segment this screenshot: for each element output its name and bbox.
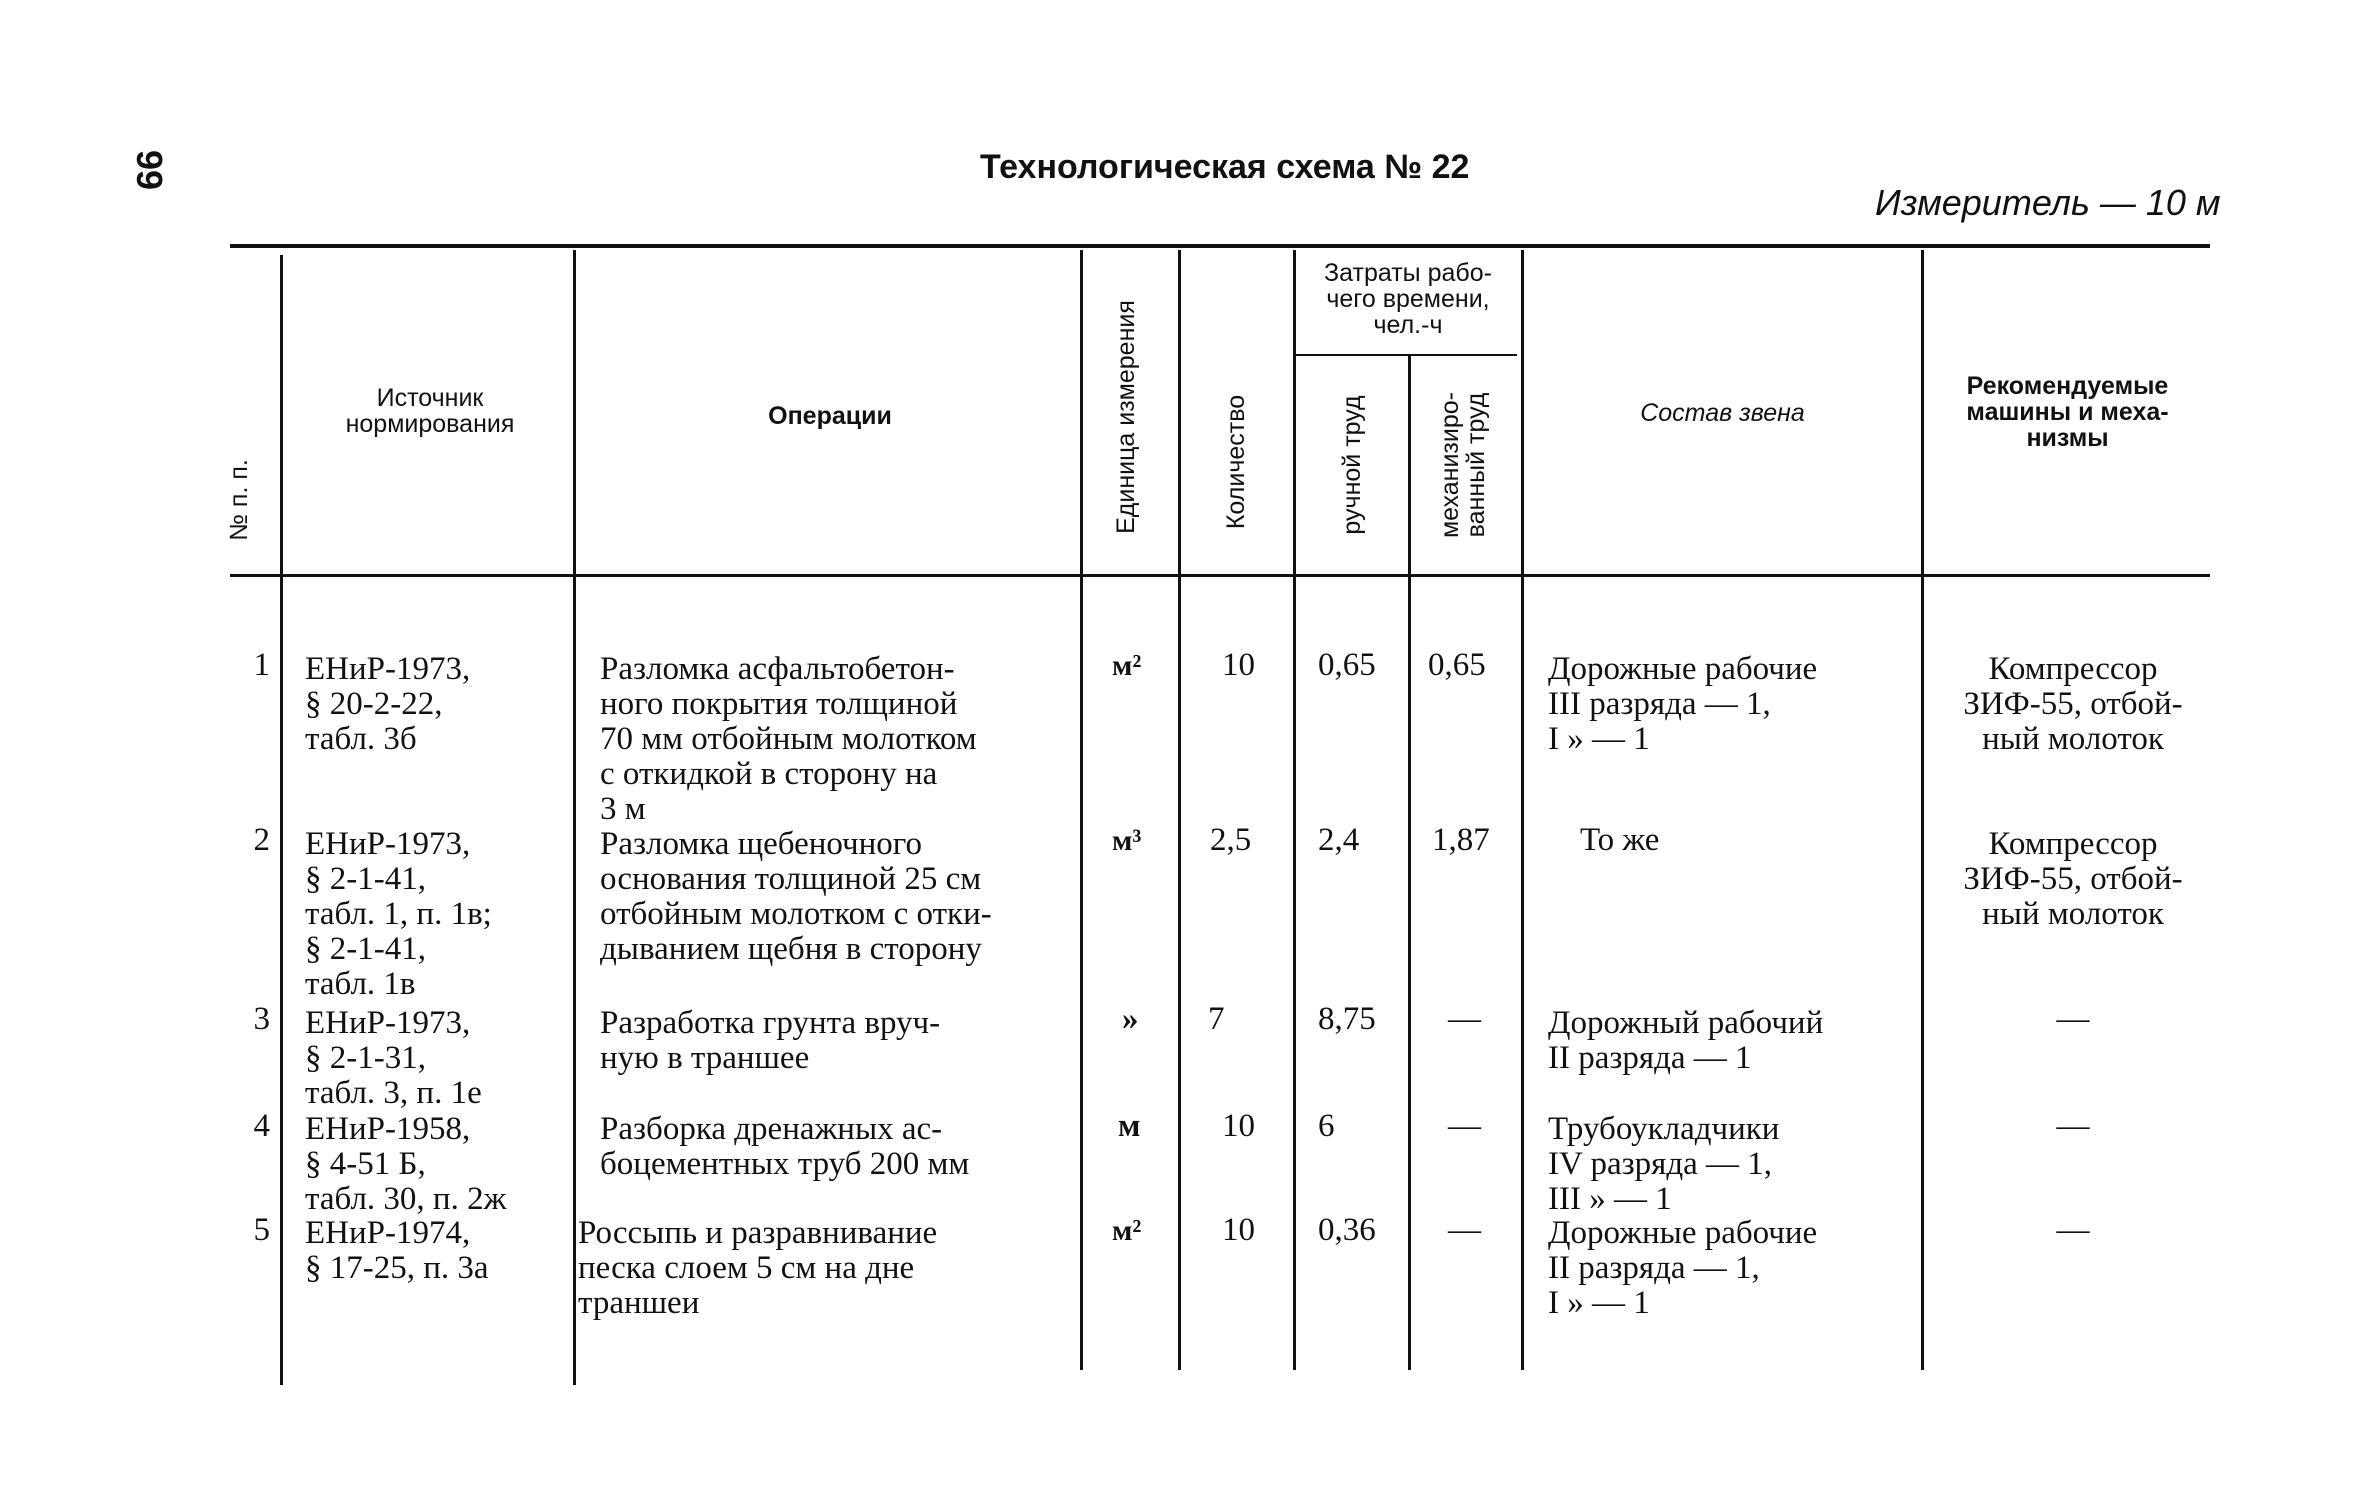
row-unit: м²: [1112, 649, 1142, 682]
row-unit: м: [1118, 1108, 1141, 1144]
row-unit: »: [1122, 1001, 1139, 1037]
row-source: ЕНиР-1974, § 17-25, п. 3а: [305, 1215, 489, 1286]
header-row-number: № п. п.: [225, 459, 253, 541]
row-mech: 1,87: [1432, 822, 1490, 858]
row-machines: —: [2056, 1108, 2090, 1144]
row-number: 3: [253, 1001, 270, 1037]
row-source: ЕНиР-1973, § 20-2-22, табл. 3б: [305, 651, 471, 757]
row-manual: 6: [1318, 1108, 1335, 1144]
row-operation: Разломка асфальтобетон- ного покрытия толщиной 70 мм отбойным молотком с откидкой в сторону на 3 м: [600, 651, 977, 827]
row-manual: 2,4: [1318, 822, 1360, 858]
header-operations: Операции: [768, 402, 892, 430]
page-number: 99: [129, 150, 170, 191]
row-crew: Дорожные рабочие II разряда — 1, I » — 1: [1548, 1215, 1818, 1321]
header-unit: Единица измерения: [1112, 300, 1140, 534]
row-source: ЕНиР-1973, § 2-1-31, табл. 3, п. 1е: [305, 1005, 482, 1111]
row-quantity: 10: [1222, 1212, 1255, 1248]
header-quantity: Количество: [1222, 394, 1250, 530]
row-machines: Компрессор ЗИФ-55, отбой- ный молоток: [1963, 651, 2183, 757]
header-labor-costs: Затраты рабо- чего времени, чел.-ч: [1324, 259, 1492, 339]
row-unit: м³: [1112, 824, 1142, 857]
row-mech: —: [1448, 1212, 1481, 1248]
header-crew: Состав звена: [1640, 399, 1805, 427]
header-machines: Рекомендуемые машины и меха- низмы: [1966, 372, 2169, 452]
row-crew: Трубоукладчики IV разряда — 1, III » — 1: [1548, 1111, 1780, 1217]
row-operation: Россыпь и разравнивание песка слоем 5 см на дне траншеи: [578, 1215, 938, 1321]
header-manual-labor: ручной труд: [1338, 395, 1366, 535]
row-machines: Компрессор ЗИФ-55, отбой- ный молоток: [1963, 826, 2183, 932]
row-crew: То же: [1580, 822, 1660, 858]
row-unit: м²: [1112, 1214, 1142, 1247]
row-quantity: 7: [1208, 1001, 1225, 1037]
row-quantity: 10: [1222, 647, 1255, 683]
row-operation: Разборка дренажных ас- боцементных труб 200 мм: [600, 1111, 970, 1182]
header-mechanized-labor: механизиро- ванный труд: [1436, 392, 1490, 538]
row-manual: 0,36: [1318, 1212, 1376, 1248]
row-number: 1: [253, 647, 270, 683]
row-crew: Дорожные рабочие III разряда — 1, I » — 1: [1548, 651, 1818, 757]
row-source: ЕНиР-1958, § 4-51 Б, табл. 30, п. 2ж: [305, 1111, 507, 1217]
row-operation: Разломка щебеночного основания толщиной 25 см отбойным молотком с отки- дыванием щебня в сторону: [600, 826, 992, 967]
row-operation: Разработка грунта вруч- ную в траншее: [600, 1005, 941, 1076]
row-manual: 0,65: [1318, 647, 1376, 683]
row-mech: —: [1448, 1108, 1481, 1144]
row-manual: 8,75: [1318, 1001, 1376, 1037]
row-mech: —: [1448, 1001, 1481, 1037]
row-number: 2: [253, 822, 270, 858]
row-number: 5: [253, 1212, 270, 1248]
row-source: ЕНиР-1973, § 2-1-41, табл. 1, п. 1в; § 2-1-41, табл. 1в: [305, 826, 492, 1002]
row-crew: Дорожный рабочий II разряда — 1: [1548, 1005, 1824, 1076]
measure-unit-note: Измеритель — 10 м: [1875, 182, 2221, 223]
page-title: Технологическая схема № 22: [980, 148, 1470, 186]
row-machines: —: [2056, 1212, 2090, 1248]
row-quantity: 2,5: [1210, 822, 1252, 858]
row-number: 4: [253, 1108, 270, 1144]
header-source: Источник нормирования: [345, 384, 515, 438]
row-machines: —: [2056, 1001, 2090, 1037]
row-quantity: 10: [1222, 1108, 1255, 1144]
row-mech: 0,65: [1428, 647, 1486, 683]
